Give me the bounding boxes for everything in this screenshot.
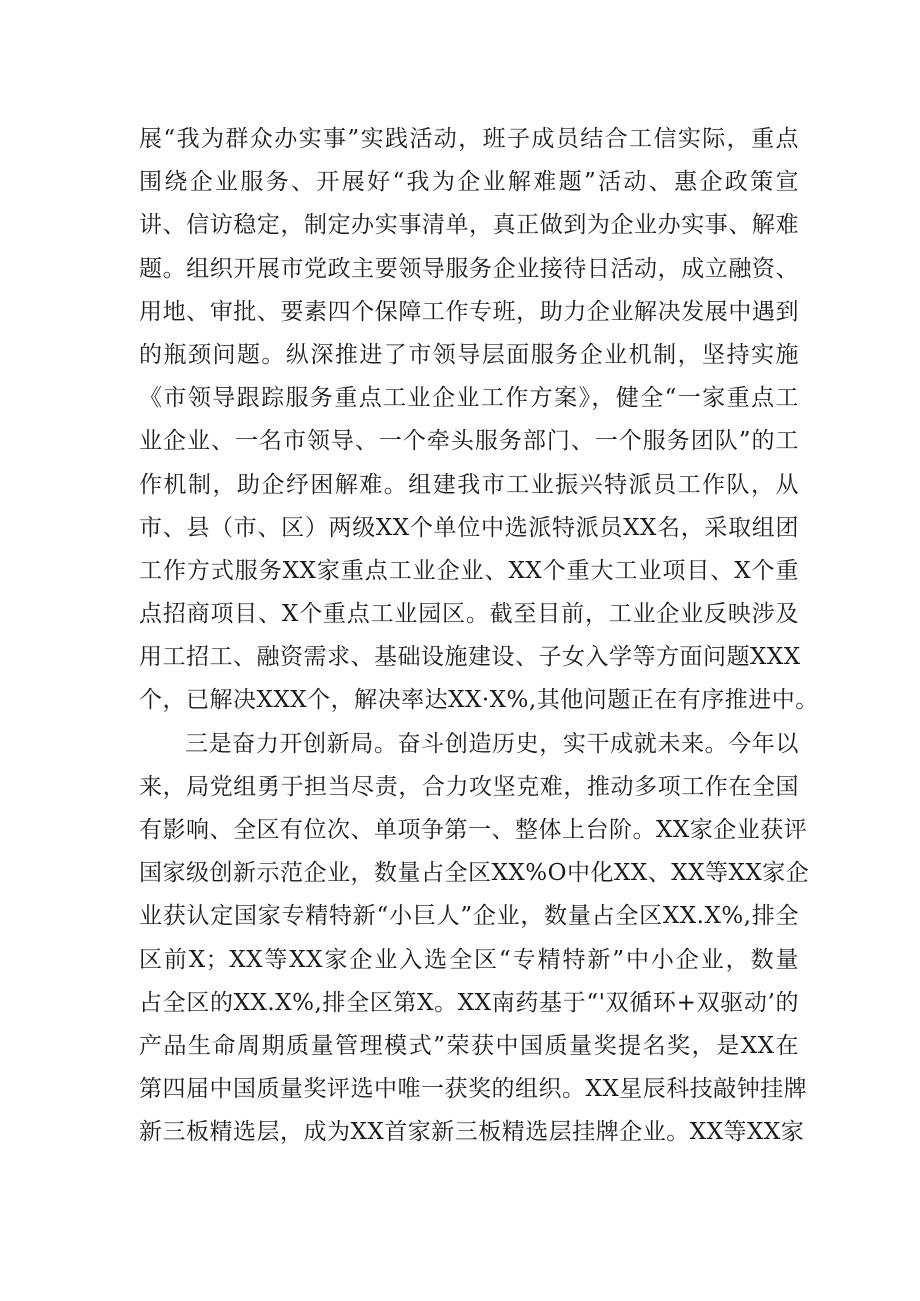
paragraph-1-line-6: 的瓶颈问题。纵深推进了市领导层面服务企业机制，坚持实施 — [139, 341, 799, 368]
paragraph-1-line-9: 作机制，助企纾困解难。组建我市工业振兴特派员工作队，从 — [139, 471, 799, 498]
document-body — [139, 118, 819, 1155]
paragraph-1-line-14: 个，已解决XXX个，解决率达XX·X%,其他问题正在有序推进中。 — [139, 687, 819, 714]
paragraph-1-line-7: 《市领导跟踪服务重点工业企业工作方案》，健全“一家重点工 — [139, 385, 799, 412]
paragraph-1-line-4: 题。组织开展市党政主要领导服务企业接待日活动，成立融资、 — [139, 255, 799, 282]
paragraph-2-line-4: 国家级创新示范企业，数量占全区XX%O中化XX、XX等XX家企 — [139, 860, 810, 887]
paragraph-2-line-9: 第四届中国质量奖评选中唯一获奖的组织。XX星辰科技敲钟挂牌 — [139, 1076, 808, 1103]
paragraph-2-line-8: 产品生命周期质量管理模式”荣获中国质量奖提名奖，是XX在 — [139, 1032, 799, 1059]
paragraph-1-line-12: 点招商项目、X个重点工业园区。截至目前，工业企业反映涉及 — [139, 601, 799, 628]
paragraph-2-line-2: 来，局党组勇于担当尽责，合力攻坚克难，推动多项工作在全国 — [139, 773, 799, 800]
paragraph-1-line-5: 用地、审批、要素四个保障工作专班，助力企业解决发展中遇到 — [139, 298, 799, 325]
paragraph-2-line-10: 新三板精选层，成为XX首家新三板精选层挂牌企业。XX等XX家 — [139, 1119, 805, 1146]
paragraph-2-line-1: 三是奋力开创新局。奋斗创造历史，实干成就未来。今年以 — [185, 730, 799, 757]
paragraph-2-line-5: 业获认定国家专精特新“小巨人”企业，数量占全区XX.X%,排全 — [139, 903, 799, 930]
paragraph-2-line-6: 区前X；XX等XX家企业入选全区“专精特新”中小企业，数量 — [139, 946, 799, 973]
paragraph-1-line-3: 讲、信访稳定，制定办实事清单，真正做到为企业办实事、解难 — [139, 212, 799, 239]
paragraph-1-line-8: 业企业、一名市领导、一个牵头服务部门、一个服务团队”的工 — [139, 428, 799, 455]
paragraph-1-line-11: 工作方式服务XX家重点工业企业、XX个重大工业项目、X个重 — [139, 557, 799, 584]
paragraph-1-line-1: 展“我为群众办实事”实践活动，班子成员结合工信实际，重点 — [139, 126, 799, 152]
paragraph-1-line-10: 市、县（市、区）两级XX个单位中选派特派员XX名，采取组团 — [139, 514, 799, 541]
paragraph-1-line-13: 用工招工、融资需求、基础设施建设、子女入学等方面问题XXX — [139, 644, 801, 671]
paragraph-2-line-3: 有影响、全区有位次、单项争第一、整体上台阶。XX家企业获评 — [139, 817, 808, 843]
paragraph-2-line-7: 占全区的XX.X%,排全区第X。XX南药基于“'双循环+双驱动’的 — [139, 989, 799, 1016]
paragraph-1-line-2: 围绕企业服务、开展好“我为企业解难题”活动、惠企政策宣 — [139, 169, 799, 196]
